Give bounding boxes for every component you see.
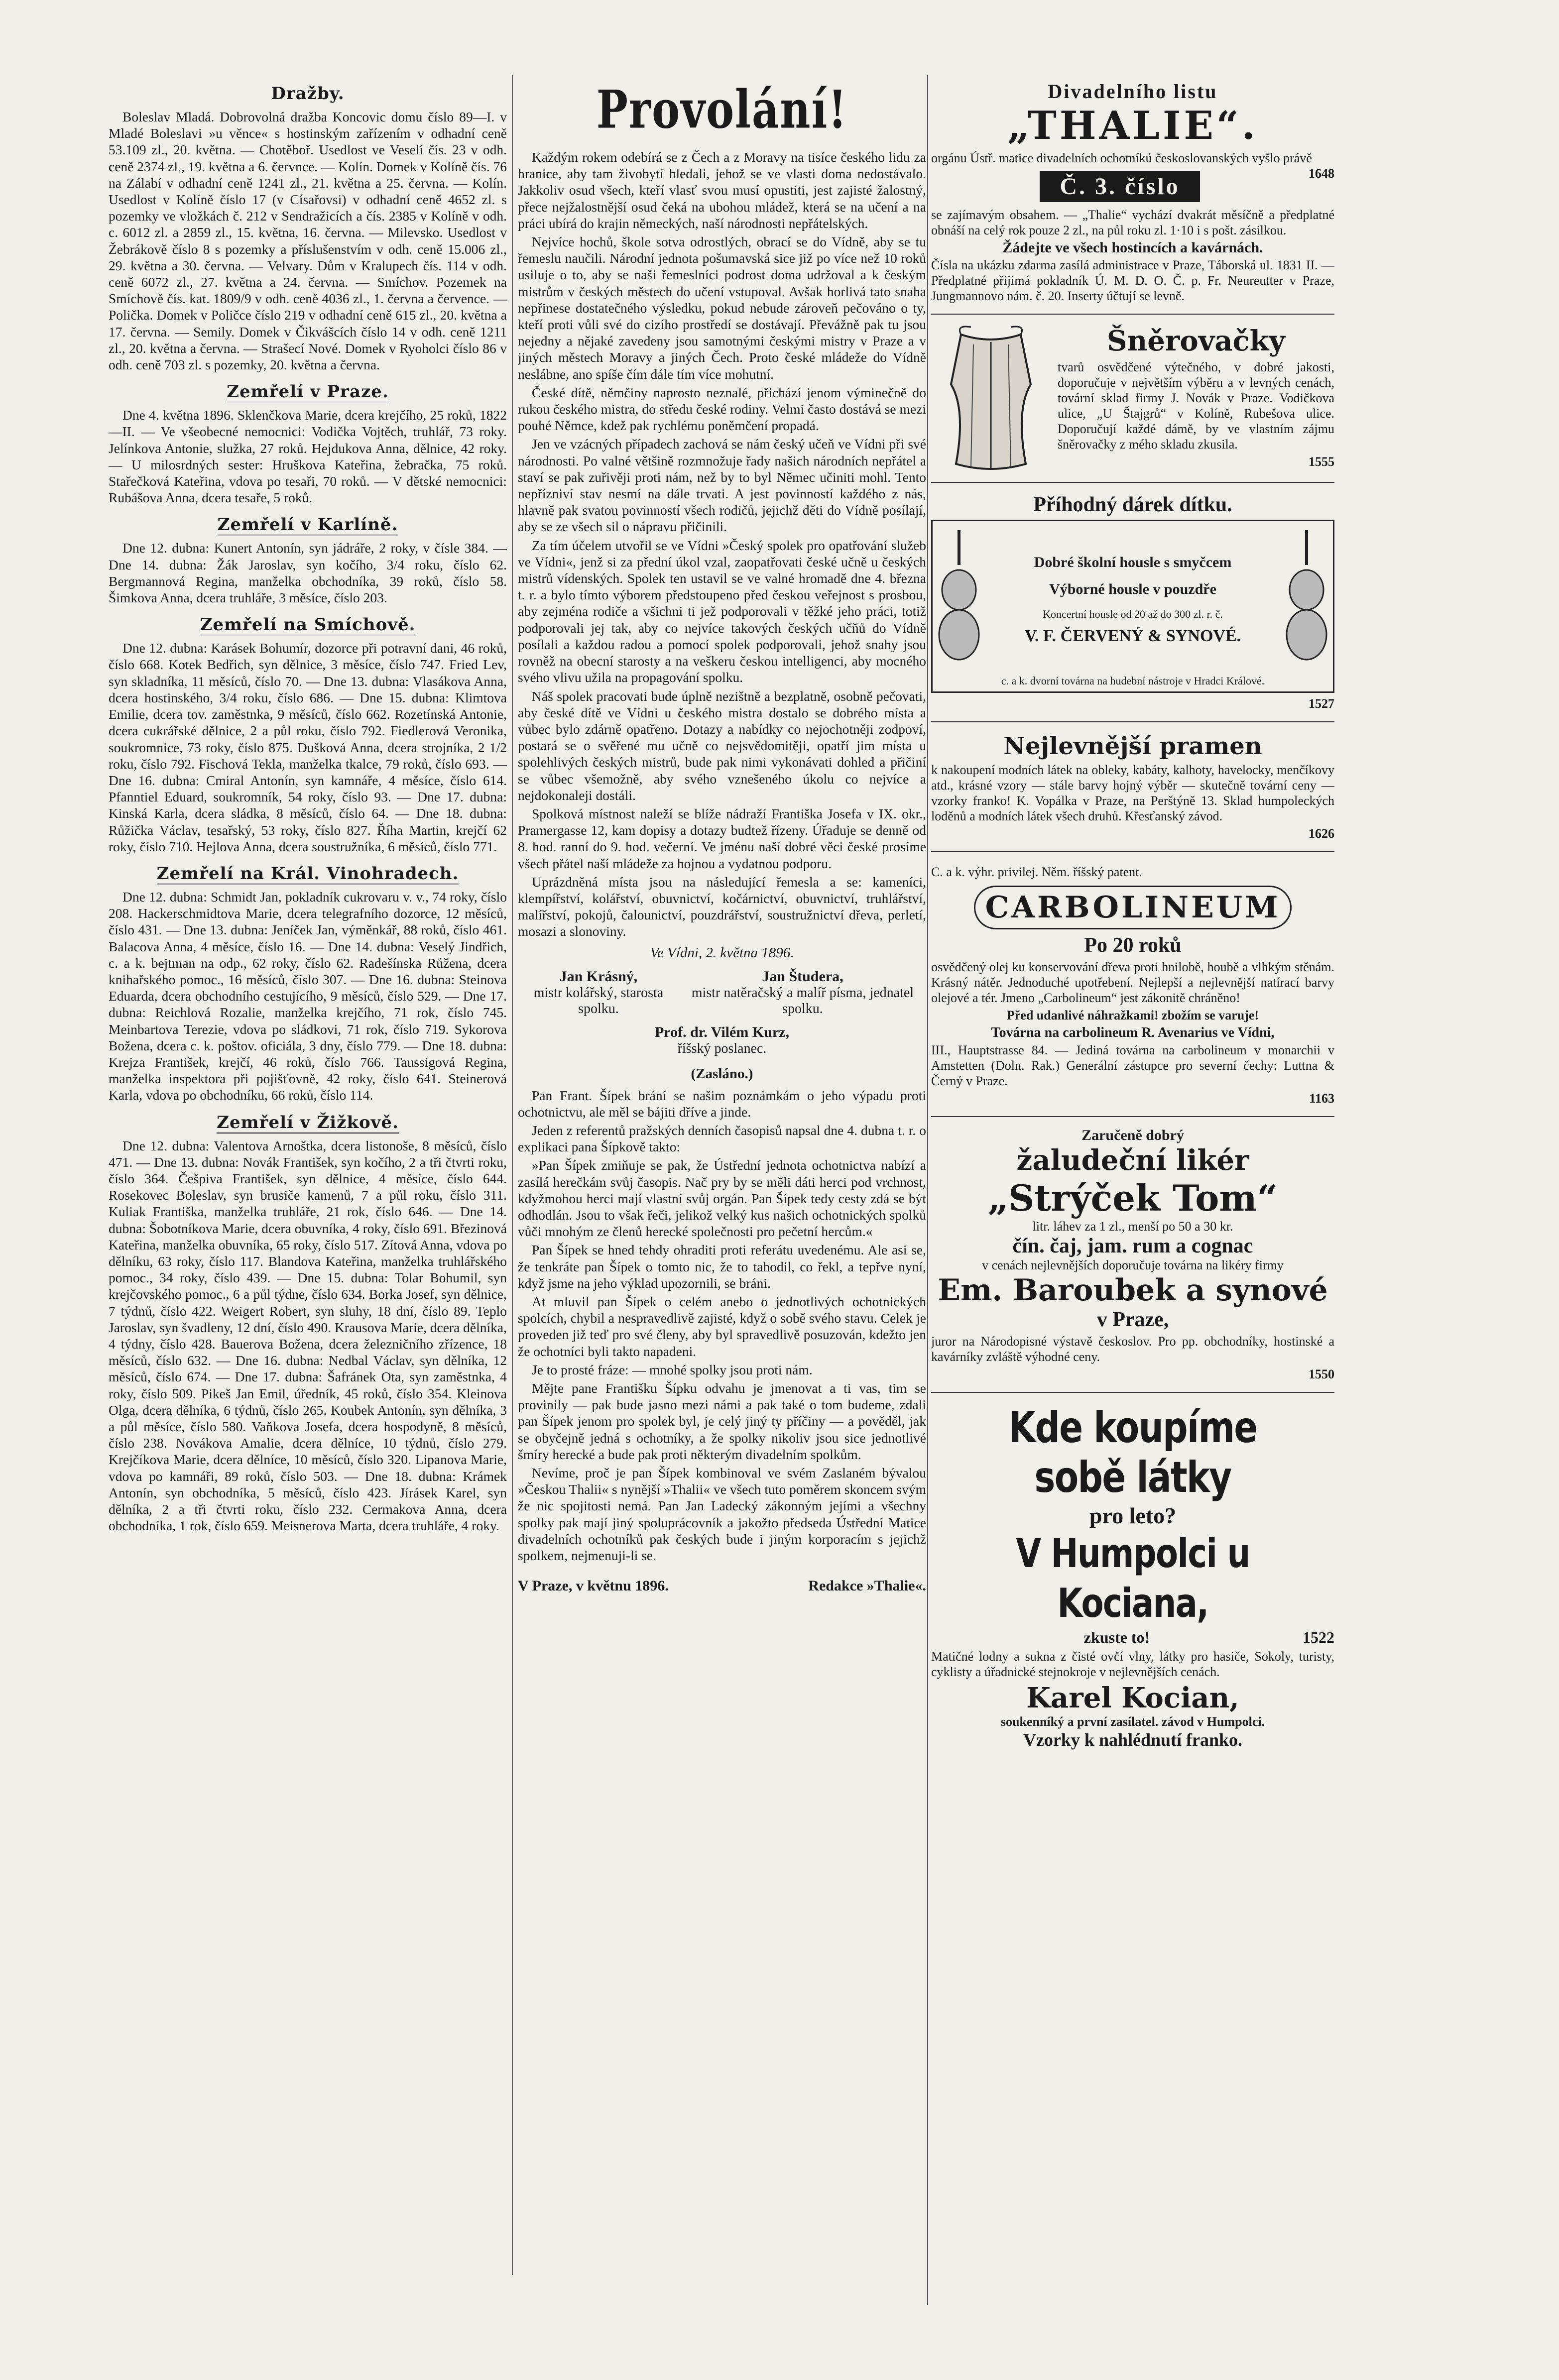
ad-text: se zajímavým obsahem. — „Thalie“ vychází dvakrát měsíčně a předplatné obnáší na celý rok pouze 2 zl., na půl roku zl. 1·10 i s pošt. zásilkou. [931,208,1334,237]
article-paragraph: Jen ve vzácných případech zachová se nám český učeň ve Vídni při své národnosti. Po valné většině rozmnožuje řady našich národních nepřátel a staví se pak zuřivěji proti nám, než by to byl Němec učiniti mohl. Tento nepřízniví stav nesmí na dále trvati. A jest povinností každého z nás, hlavně pak svatou povinností všech rodičů, jejichž děti do Vídně posílají, aby se ze všech sil o nápravu přičinili. [518,436,926,535]
zaslano-paragraph: Nevíme, proč je pan Šípek kombinoval ve svém Zaslaném bývalou »Českou Thalii« s nynější »Thalii« ve všech tuto poměrem skoncem svým že nic spojitosti nemá. Pan Jan Ladecký zákonným jejími a všechny spolky pak mají jiný spoluprácovník a jakožto předseda Ústřední Matice divadelních ochotníků pak českých bude i jiným korporacím s jejichž spolkem, nejmenuji-li se. [518,1465,926,1564]
ad-line: zkuste to! 1522 [1083,1628,1334,1646]
zaslano-paragraph: Mějte pane Františku Šípku odvahu je jmenovat a ti vas, tim se provinily — pak bude jasno mezi námi a pak také o tom budeme, zdali pan Šípek jenom pro spolek byl, je celý jiný ty příčiny — a pověděl, jak se obyčejně jedná s ochotníky, a že spolky nikoliv jsou sice jednotlivé šmíry herecké a bude pak proti některým divadelním spolkům. [518,1380,926,1462]
column-ads [931,75,1334,2315]
ad-title: Příhodný dárek dítku. [1033,493,1232,516]
ad-firm: Továrna na carbolineum R. Avenarius ve Vídni, [991,1025,1275,1040]
ad-title: CARBOLINEUM [974,886,1292,929]
column-divider [512,75,513,2275]
ad-line: Koncertní housle od 20 až do 300 zl. r. č. [1043,608,1223,620]
zaslano-paragraph: Jeden z referentů pražských denních časopisů napsal dne 4. dubna t. r. o explikaci pana Šípkově takto: [518,1122,926,1155]
ad-heading: Divadelního listu [1048,80,1218,103]
ad-text: orgánu Ústř. matice divadelních ochotníků českoslovanských vyšlo právě 1648 [931,151,1334,181]
ad-text: tvarů osvědčené výtečného, v dobré jakosti, doporučuje v největším výběru a v levných cenách, tovární sklad firmy J. Novák v Praze. Vodičkova ulice, „U Štajgrů“ v Kolíně, Rubešova ulice. Doporučují každé dámě, by ve vlastním zájmu šněrovačky z mého skladu zkusila. [1058,360,1334,452]
praha-text: Dne 4. května 1896. Sklenčkova Marie, dcera krejčího, 25 roků, 1822—II. — Ve všeobecné nemocnici: Vodička Vojtěch, truhlář, 73 roky. Jelínkova Antonie, služka, 27 roků. Hejdukova Anna, dělnice, 42 roky. — U milosrdných sester: Hruškova Kateřina, žebračka, 75 roků. Stařečková Kateřina, vdova po tesaři, 70 roků. — V dětské nemocnici: Rubášova Anna, dcera tesaře, 5 roků. [109,407,507,506]
column-divider [927,75,928,2305]
ad-title: Kde koupíme sobě látky [1008,1403,1257,1502]
ad-line: Zaručeně dobrý [1081,1127,1184,1143]
ad-latky [931,1398,1334,1758]
ad-snerovacky [931,320,1334,483]
ad-line: Dobré školní housle s smyčcem [1034,554,1232,570]
vinohrady-text: Dne 12. dubna: Schmidt Jan, pokladník cukrovaru v. v., 74 roky, číslo 208. Hackerschmidtova Marie, dcera telegrafního dozorce, 12 měsíců, číslo 431. — Dne 13. dubna: Jeníček Jan, výměnkář, 88 roků, číslo 461. Balacova Anna, 4 měsíce, číslo 16. — Dne 14. dubna: Veselý Jindřich, c. a k. bejtman na odp., 62 roky, číslo 62. Radešínska Růžena, dcera knihařského pomoc., 16 měsíců, číslo 307. — Dne 16. dubna: Steinova Eduarda, dcera obchodního cestujícího, 9 měsíců, číslo 529. — Dne 17. dubna: Reichlová Rozalie, manželka krejčího, 71 rok, číslo 745. Meinbartova Terezie, vdova po sládkovi, 71 rok, číslo 719. Sykorova Božena, dcera c. k. poštov. oficiála, 3 dny, číslo 779. — Dne 18. dubna: Krejza František, krejčí, 46 roků, číslo 766. Taussigová Regina, manželka inspektora při pojišťovně, 42 roky, číslo 641. Steinerová Karla, vdova po obchodníku, 66 roků, číslo 114. [109,889,507,1103]
ad-thalie [931,75,1334,315]
ad-text: Před udanlivé náhražkami! zbožím se varuje! [1006,1008,1259,1022]
ad-text: Čísla na ukázku zdarma zasílá administrace v Praze, Táborská ul. 1831 II. — Předplatné přijímá pokladník Ú. M. D. O. Č. p. Fr. Neureutter v Praze, Jungmannovo nám. č. 20. Inserty účtují se levně. [931,258,1334,303]
ad-number: 1163 [1309,1091,1334,1106]
section-title-vinohrady: Zemřelí na Král. Vinohradech. [109,864,507,884]
ad-title: Šněrovačky [1107,325,1285,357]
ad-number: 1555 [1309,454,1334,469]
ad-subline: c. a k. dvorní továrna na hudební nástroje v Hradci Králové. [1001,675,1265,687]
section-title-karlin: Zemřelí v Karlíně. [109,515,507,535]
zaslano-paragraph: At mluvil pan Šípek o celém anebo o jednotlivých ochotnických spolcích, chybil a nespravedlivě zajisté, když o sobě svého stavu. Celek je proveden již teď pro své členy, aby byl spravedlivě posuzován, kdežto jen že ochotníci byli takto napadeni. [518,1293,926,1359]
ad-liker [931,1122,1334,1393]
signature: Jan Krásný, mistr kolářský, starosta spolku. [533,968,664,1017]
zaslano-paragraph: Je to prosté fráze: — mnohé spolky jsou proti nám. [532,1361,813,1377]
section-title-praha: Zemřelí v Praze. [109,382,507,402]
ad-line: v Praze, [1096,1308,1169,1331]
ad-text: osvědčený olej ku konservování dřeva proti hnilobě, houbě a vlhkým stěnám. Krásný nátěr. Jednoduché upotřebení. Nejlepší a nejlevnější natírací barvy olejové a tér. Jmeno „Carbolineum“ jest zákonitě chráněno! [931,960,1334,1005]
ad-title: Nejlevnější pramen [1003,732,1262,760]
section-title-smichov: Zemřelí na Smíchově. [109,615,507,635]
karlin-text: Dne 12. dubna: Kunert Antonín, syn jádráře, 2 roky, v čísle 384. — Dne 14. dubna: Žák Jaroslav, syn kočího, 3/4 roku, číslo 62. Bergmannová Regina, manželka obchodníka, 39 roků, číslo 58. Šimkova Anna, dcera truhláře, 3 měsíce, číslo 203. [109,540,507,606]
zaslano-paragraph: Pan Frant. Šípek brání se našim poznámkám o jeho výpadu proti ochotnictvu, ale měl se bájiti dříve a jinde. [518,1087,926,1120]
column-left [109,75,507,2290]
violin-icon [937,525,981,675]
ad-text: C. a k. výhr. privilej. Něm. říšský patent. [931,865,1142,879]
ad-line: litr. láhev za 1 zl., menší po 50 a 30 kr. [1032,1219,1233,1234]
zaslano-signoff [518,1578,926,1594]
ad-text: k nakoupení modních látek na obleky, kabáty, kalhoty, havelocky, menčíkovy atd., krásné vzory — stále barvy hojný výběr — skutečně tovární ceny — vzorky franko! K. Vopálka v Praze, na Perštýně 13. Sklad humpoleckých loděnů a modních látek všech druhů. Křesťanský závod. [931,763,1334,823]
signature: Prof. dr. Vilém Kurz, říšský poslanec. [655,1023,789,1056]
ad-firm: Em. Baroubek a synové [938,1273,1328,1308]
ad-line: Po 20 roků [1084,934,1182,957]
violin-box [931,520,1334,693]
ad-firm: Karel Kocian, [1026,1682,1239,1714]
article-paragraph: Každým rokem odebírá se z Čech a z Moravy na tisíce českého lidu za hranice, aby tam živobytí hledali, jehož se ve vlasti doma nedostávalo. Jakkoliv osud všech, kteří vlasť svou musí opustiti, jest zajisté žalostný, přece nejžalostnější osud čeká na ubohou mládež, která se na učení a na práci ubírá do krajin německých, naší národnosti nepřátelských. [518,149,926,231]
zizkov-text: Dne 12. dubna: Valentova Arnoštka, dcera listonoše, 8 měsíců, číslo 471. — Dne 13. dubna: Novák František, syn kočího, 2 a tři čtvrti roku, číslo 364. Češpiva František, syn dělnice, 4 měsíce, číslo 644. Rosekovec Boleslav, syn brusiče kamenů, 7 a půl roku, číslo 311. Kuliak Františka, manželka truhláře, 21 rok, číslo 646. — Dne 14. dubna: Šobotníkova Marie, dcera obuvníka, 4 roky, číslo 691. Březinová Kateřina, manželka obuvníka, 65 roky, číslo 517. Zítová Anna, vdova po dělníku, 63 roky, číslo 117. Blandova Kateřina, manželka truhlářského pomoc., 34 roky, číslo 439. — Dne 15. dubna: Tolar Bohumil, syn krejčovského pomoc., 6 a půl týdne, číslo 634. Borka Josef, syn dělnice, 7 týdnů, číslo 422. Weigert Robert, syn sluhy, 18 dní, číslo 89. Teplo Jaroslav, syn švadleny, 12 dní, číslo 490. Krausova Marie, dcera dělníka, 4 týdny, číslo 428. Bauerova Božena, dcera železničního zřízence, 18 měsíců, číslo 632. — Dne 16. dubna: Nedbal Václav, syn dělníka, 12 měsíců, číslo 674. — Dne 17. dubna: Šafránek Ota, syn zaměstnka, 4 roky, číslo 509. Pikeš Jan Emil, úředník, 45 roků, číslo 354. Kleinova Olga, dcera dělníka, 6 týdnů, číslo 265. Koubek Antonín, syn dělníka, 3 a půl měsíce, číslo 580. Vaňkova Josefa, dcera hospodyně, 8 měsíců, číslo 238. Novákova Amalie, dcera dělníce, 10 týdnů, číslo 279. Krejčíkova Marie, dcera dělníce, 10 měsíců, číslo 320. Lipanova Marie, vdova po kamnáři, 89 roků, číslo 503. — Dne 18. dubna: Krámek Antonín, syn obchodníka, 5 měsíců, číslo 423. Jírásek Karel, syn dělníka, 2 a tři čtvrti roku, číslo 232. Cermakova Anna, dcera obchodníka, 1 rok, číslo 659. Meisnerova Marta, dcera truhláře, 4 roky. [109,1137,507,1534]
article-paragraph: České dítě, němčiny naprosto neznalé, přichází jenom výminečně do rukou českého mistra, do středu české rodiny. Velmi často dostává se mezi pouhé Němce, kdež pak rychlému poněmčení propadá. [518,384,926,434]
column-middle [518,75,926,2290]
ad-carbolineum [931,857,1334,1117]
issue-banner: Č. 3. číslo [1040,171,1199,202]
ad-line: soukenníký a první zasílatel. závod v Humpolci. [1000,1714,1265,1729]
ad-text: III., Hauptstrasse 84. — Jediná továrna na carbolineum v monarchii v Amstetten (Doln. Rak.) Generální zástupce pro severní čechy: Luttna & Černý v Praze. [931,1043,1334,1088]
ad-housle [931,488,1334,722]
signoff-place: V Praze, v květnu 1896. [518,1578,669,1594]
ad-number: 1626 [1309,826,1334,841]
ad-line: V Humpolci u Kociana, [1016,1530,1250,1626]
ad-line: v cenách nejlevnějších doporučuje továrna na likéry firmy [982,1258,1284,1272]
article-date: Ve Vídni, 2. května 1896. [650,944,794,961]
ad-line: Výborné housle v pouzdře [1049,581,1216,597]
signatures [518,1024,926,1057]
section-title-zizkov: Zemřelí v Žižkově. [109,1113,507,1133]
ad-text: Žádejte ve všech hostincích a kavárnách. [1002,239,1263,256]
smichov-text: Dne 12. dubna: Karásek Bohumír, dozorce při potravní dani, 46 roků, číslo 668. Kotek Bedřich, syn dělnice, 3 měsíce, číslo 747. Fried Lev, syn skladníka, 11 měsíců, číslo 70. — Dne 13. dubna: Vlasákova Anna, dcera hostinského, 3/4 roku, číslo 686. — Dne 15. dubna: Klimtova Emilie, dcera tov. zaměstnka, 9 měsíců, číslo 662. Rozetínská Antonie, dcera cukrářské dělnice, 2 a půl roku, číslo 792. Fiedlerová Veronika, soukromnice, 73 roky, číslo 875. Dušková Anna, dcera strojníka, 2 1/2 roku, číslo 792. Fischová Tekla, manželka tkalce, 79 roků, číslo 693. — Dne 16. dubna: Cmiral Antonín, syn kamnáře, 4 měsíce, číslo 614. Pfanntiel Eduard, soukromník, 54 roky, číslo 93. — Dne 17. dubna: Kinská Karla, dcera sládka, 8 měsíců, číslo 64. — Dne 18. dubna: Růžička Václav, tesařský, 53 roky, číslo 827. Říha Martin, krejčí 62 roky, číslo 710. Hejlova Anna, dcera soustružníka, 6 měsíců, číslo 771. [109,640,507,854]
ad-number: 1550 [1309,1367,1334,1381]
drazby-text: Boleslav Mladá. Dobrovolná dražba Koncovic domu číslo 89—I. v Mladé Boleslavi »u věnce« s hostinským zařízením v odhadní ceně 53.109 zl., 20. května. — Chotěboř. Usedlost ve Veselí čís. 23 v odh. ceně 2374 zl., 19. května a 6. červnce. — Kolín. Domek v Kolíně čís. 76 na Zálabí v odhadní ceně 1241 zl., 21. května a 25. června. — Kolín. Usedlost v Kolíně číslo 17 (v Císařovsi) v odhadní ceně 4652 zl. s pozemky ve vložkách č. 212 v Sendražicích a čís. 2385 v Kolíně v odh. c. 6012 zl. a 2859 zl., 15. května, 16. června. — Milevsko. Usedlost v Žebrákově číslo 8 s pozemky a příslušenstvím v odh. ceně 15.006 zl., 29. května a 30. června. — Velvary. Dům v Kralupech čís. 114 v odh. ceně 6072 zl., 27. května a 24. června. — Smíchov. Pozemek na Smíchově čís. kat. 1809/9 v odh. ceně 4036 zl., 1. června a července. — Polička. Domek v Poličce číslo 219 v odhadní ceně 615 zl., 20. května a 17. června. — Semily. Domek v Čikvášcích číslo 14 v odh. ceně 1211 zl., 20. května a června. — Strašecí Nové. Domek v Ryoholci číslo 86 v odh. ceně 703 zl. s pozemky, 20. května a června. [109,109,507,373]
signoff-editor: Redakce »Thalie«. [808,1578,926,1594]
section-title-drazby: Dražby. [271,84,345,104]
ad-firm: V. F. ČERVENÝ & SYNOVÉ. [1024,627,1241,645]
ad-title: „THALIE“. [1007,103,1258,148]
signatures [518,968,926,1017]
ad-title: žaludeční likér [1016,1144,1249,1177]
violin-icon [1284,525,1329,675]
article-paragraph: Uprázdněná místa jsou na následující řemesla a se: kameníci, klempířství, kolářství, obuvnictví, kočárnictví, obuvnictví, truhlářství, malířství, pokojů, čalounictví, pouzdrářství, soustružnictví dřeva, perletí, mosazi a slonoviny. [518,874,926,939]
zaslano-heading: (Zasláno.) [691,1065,753,1082]
corset-icon [931,325,1051,474]
ad-pramen [931,727,1334,852]
signature: Jan Študera, mistr natěračský a malíř písma, jednatel spolku. [691,968,914,1017]
ad-line: Vzorky k nahlédnutí franko. [1023,1730,1243,1750]
ad-text: juror na Národopisné výstavě českoslov. Pro pp. obchodníky, hostinské a kavárníky zvláště výhodné ceny. [931,1334,1334,1364]
ad-text: Matičné lodny a sukna z čisté ovčí vlny, látky pro hasiče, Sokoly, turisty, cyklisty a úřadnické stejnokroje v nejlevnějších cenách. [931,1649,1334,1679]
ad-number: 1527 [1309,696,1334,711]
article-paragraph: Náš spolek pracovati bude úplně nezištně a bezplatně, osobně pečovati, aby české dítě ve Vídni u českého mistra dostalo se dobrého místa a vůbec bylo zdárně opatřeno. Dotazy a nabídky co nejochotněji zodpoví, postará se o svěřené mu učně co nejsvědomitěji, opatří jim místa u spolehlivých českých mistrů, bude pak nimi vykonávati dohled a přičiní se vůbec všemožně, aby svého vznešeného úkolu co nejvíce a nejdokonaleji dostáli. [518,688,926,803]
zaslano-paragraph: Pan Šípek se hned tehdy ohraditi proti referátu uvedenému. Ale asi se, že tenkráte pan Šípek o tomto nic, že to tahodil, co řekl, a tepřve nyní, když jsme na jeho výklad upozornili, se bráni. [518,1242,926,1291]
article-paragraph: Nejvíce hochů, škole sotva odrostlých, obrací se do Vídně, aby se tu řemeslu naučili. Národní jednota pošumavská sice již po více než 10 roků usiluje o to, aby se naši řemeslníci podrost doma udržoval a k českým mistrům v českých městech do učení vstupoval. Avšak horlivá tato snaha nepřinese dostatečného výsledku, pokud nebude zároveň pečováno o ty, kteří proti vůli své do cizího prostředí se dostávají. Převážně pak tu jsou nejedny a nějaké zavedeny jsou samotnými českými mistry v Praze a v jiných městech Moravy a jiných Čech. Proto české mládeže do Vídně neslábne, ano spíše čím dále tím více mohutní. [518,234,926,382]
zaslano-paragraph: »Pan Šípek zmiňuje se pak, že Ústřední jednota ochotnictva nabízí a zasílá herečkám svůj časopis. Nač pry by se měli dáti herci pod vrchnost, kdyžmohou herci mají vlastní svůj orgán. Pan Šípek tedy cesty zdá se být odhodlán. Jsou to však řeči, jelikož velký kus našich ochotnických spolků vůči mnohým ze členů herecké společnosti pro pečetní hercům.« [518,1157,926,1240]
ad-product: „Strýček Tom“ [988,1177,1278,1219]
article-paragraph: Za tím účelem utvořil se ve Vídni »Český spolek pro opatřování služeb ve Vídni«, jenž si za přední úkol vzal, zaopatřovati české učně u českých mistrů vídenských. Spolek ten ustavil se ve valné hromadě dne 4. března t. r. a bylo tímto výborem předstoupeno před českou veřejnost s prosbou, aby zejména rodiče a všichni ti jež podporovali v těžké jeho práci, totiž podporovali jej tak, aby co nejvíce takových českých učňů do Vídně posílali a každou radou a pomocí spolek podporovali, jehož snahy jsou rovněž na obecní starosty a na veškeru českou intelligenci, aby mocného svého vlivu užila na propagování spolku. [518,537,926,685]
article-title: Provolání! [596,78,848,140]
ad-line: pro leto? [1089,1503,1177,1528]
article-paragraph: Spolková místnost naleží se blíže nádraží Františka Josefa v IX. okr., Pramergasse 12, kam dopisy a dotazy budtež řízeny. Úřaduje se denně od 8. hod. ranní do 9. hod. večerní. Ve jménu naší dobré věci české prosíme všech přátel naší mládeže za hojnou a vydatnou podporu. [518,805,926,871]
ad-line: čín. čaj, jam. rum a cognac [1012,1235,1253,1257]
